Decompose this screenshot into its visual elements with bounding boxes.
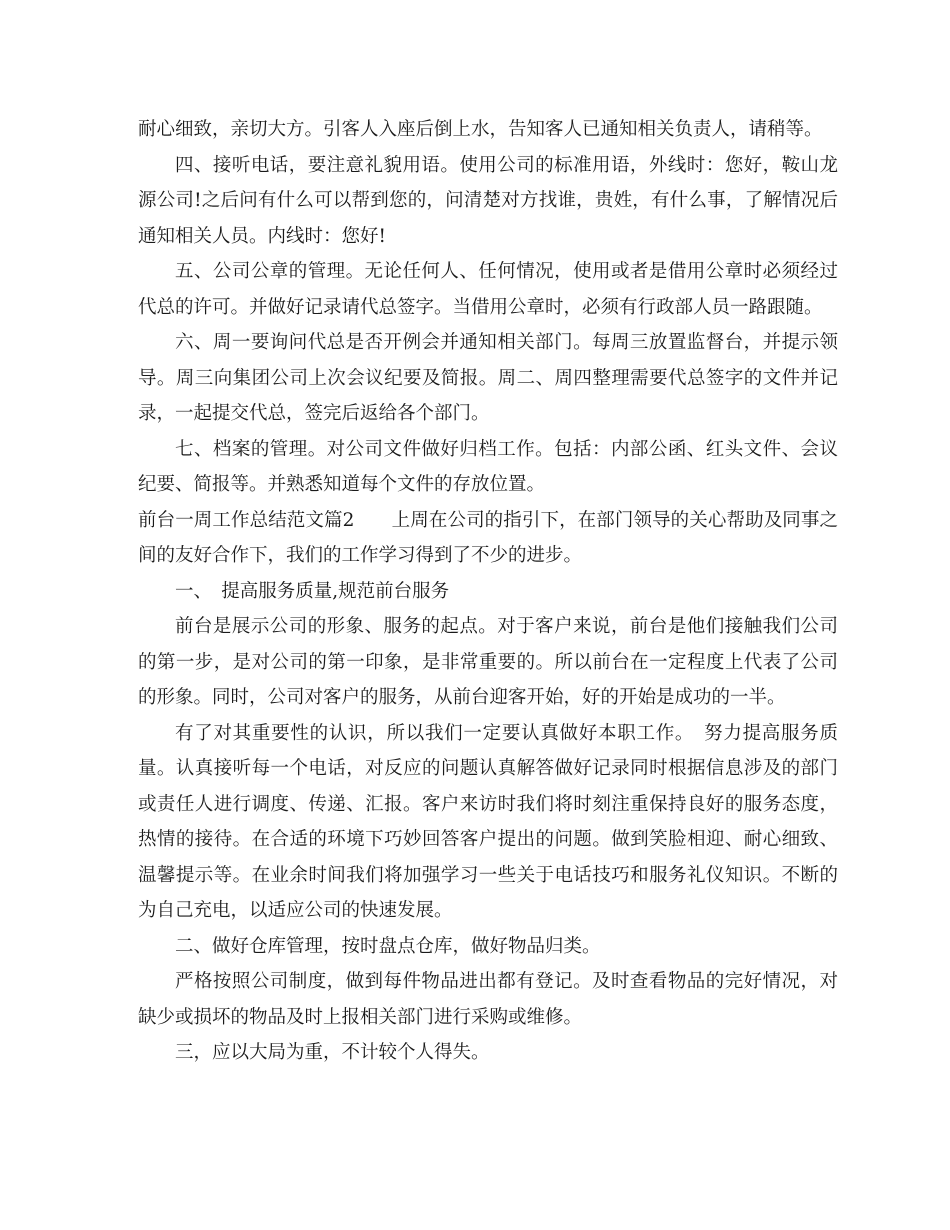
paragraph-2: 四、接听电话，要注意礼貌用语。使用公司的标准用语，外线时：您好，鞍山龙源公司!之后问有什么可以帮到您的，问清楚对方找谁，贵姓，有什么事，了解情况后通知相关人员。内线时：您好! (138, 154, 838, 247)
paragraph-12: 三，应以大局为重，不计较个人得失。 (175, 1042, 490, 1063)
paragraph-5: 七、档案的管理。对公司文件做好归档工作。包括：内部公函、红头文件、会议纪要、简报等。并熟悉知道每个文件的存放位置。 (138, 438, 838, 495)
paragraph-9: 有了对其重要性的认识，所以我们一定要认真做好本职工作。 努力提高服务质量。认真接听每一个电话，对反应的问题认真解答做好记录同时根据信息涉及的部门或责任人进行调度、传递、汇报。客户来访时我们将时刻注重保持良好的服务态度，热情的接待。在合适的环境下巧妙回答客户提出的问题。做到笑脸相迎、耐心细致、温馨提示等。在业余时间我们将加强学习一些关于电话技巧和服务礼仪知识。不断的为自己充电，以适应公司的快速发展。 (138, 722, 838, 921)
paragraph-1: 耐心细致，亲切大方。引客人入座后倒上水，告知客人已通知相关负责人，请稍等。 (138, 119, 823, 140)
paragraph-11: 严格按照公司制度，做到每件物品进出都有登记。及时查看物品的完好情况，对缺少或损坏的物品及时上报相关部门进行采购或维修。 (138, 971, 838, 1028)
paragraph-7: 一、 提高服务质量,规范前台服务 (175, 580, 450, 602)
paragraph-6: 前台一周工作总结范文篇2 上周在公司的指引下，在部门领导的关心帮助及同事之间的友好合作下，我们的工作学习得到了不少的进步。 (138, 509, 838, 566)
document-body (138, 112, 838, 1071)
paragraph-8: 前台是展示公司的形象、服务的起点。对于客户来说，前台是他们接触我们公司的第一步，是对公司的第一印象，是非常重要的。所以前台在一定程度上代表了公司的形象。同时，公司对客户的服务，从前台迎客开始，好的开始是成功的一半。 (138, 616, 838, 708)
paragraph-4: 六、周一要询问代总是否开例会并通知相关部门。每周三放置监督台，并提示领导。周三向集团公司上次会议纪要及简报。周二、周四整理需要代总签字的文件并记录，一起提交代总，签完后返给各个部门。 (138, 332, 838, 424)
paragraph-3: 五、公司公章的管理。无论任何人、任何情况，使用或者是借用公章时必须经过代总的许可。并做好记录请代总签字。当借用公章时，必须有行政部人员一路跟随。 (138, 261, 838, 318)
paragraph-10: 二、做好仓库管理，按时盘点仓库，做好物品归类。 (175, 935, 601, 957)
